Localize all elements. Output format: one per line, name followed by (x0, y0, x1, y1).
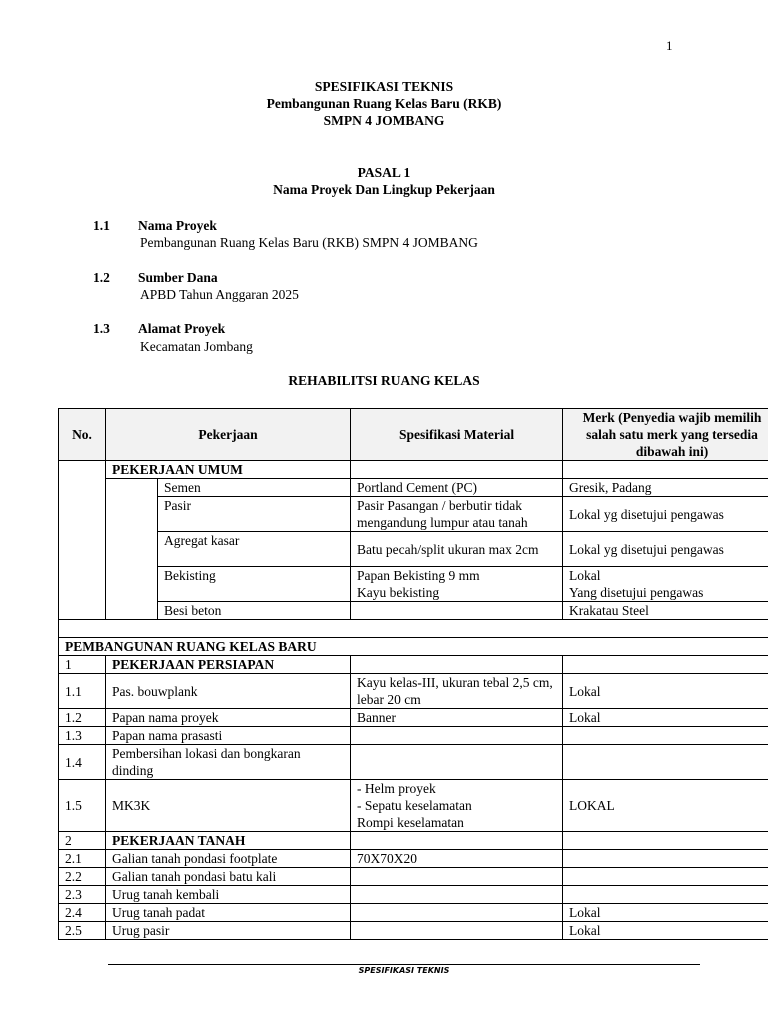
section-value: APBD Tahun Anggaran 2025 (140, 287, 299, 302)
cell-pekerjaan: Pasir (158, 497, 351, 532)
cell-merk: Krakatau Steel (563, 602, 768, 620)
table-row (59, 745, 768, 780)
table-row (59, 868, 768, 886)
table-row (59, 638, 768, 656)
cell-pekerjaan: Papan nama prasasti (106, 727, 351, 745)
cell-merk (563, 727, 768, 745)
table-row (59, 832, 768, 850)
cell-merk: Gresik, Padang (563, 479, 768, 497)
cell-pekerjaan: Besi beton (158, 602, 351, 620)
table-header-row (59, 409, 768, 461)
cell-pekerjaan: Urug pasir (106, 922, 351, 940)
section-value: Pembangunan Ruang Kelas Baru (RKB) SMPN 4 JOMBANG (140, 235, 478, 250)
table-row (59, 850, 768, 868)
cell-spec (351, 832, 563, 850)
doc-title: SPESIFIKASI TEKNIS (314, 79, 454, 94)
cell-pekerjaan: Agregat kasar (158, 532, 351, 567)
cell-no: 2.1 (59, 850, 106, 868)
footer-divider (108, 964, 700, 965)
header-no: No. (59, 409, 106, 461)
cell-spec (351, 886, 563, 904)
cell-pekerjaan: Pembersihan lokasi dan bongkaran dinding (106, 745, 351, 780)
table-row (59, 904, 768, 922)
cell-no: 2.3 (59, 886, 106, 904)
cell-spec (351, 922, 563, 940)
cell-no: 1.1 (59, 674, 106, 709)
cell-no: 2 (59, 832, 106, 850)
cell-spec: Portland Cement (PC) (351, 479, 563, 497)
cell-merk: Lokal yg disetujui pengawas (563, 532, 768, 567)
cell-merk: Lokal (563, 904, 768, 922)
table-row (59, 497, 768, 532)
cell-merk: Lokal yg disetujui pengawas (563, 497, 768, 532)
table-row (59, 567, 768, 602)
table-row (59, 709, 768, 727)
table-row (59, 479, 768, 497)
cell-spec (351, 868, 563, 886)
table-row (59, 727, 768, 745)
cell-spec: Batu pecah/split ukuran max 2cm (351, 532, 563, 567)
cell-merk (563, 656, 768, 674)
cell-pekerjaan: Semen (158, 479, 351, 497)
cell-spec: Kayu kelas-III, ukuran tebal 2,5 cm, lebar 20 cm (351, 674, 563, 709)
cell-no: 1 (59, 656, 106, 674)
cell-no: 1.5 (59, 780, 106, 832)
table-row (59, 922, 768, 940)
cell-merk: Lokal (563, 709, 768, 727)
section-number: 1.3 (93, 321, 110, 336)
pasal-title: PASAL 1 (357, 165, 411, 180)
section-label: Alamat Proyek (138, 321, 226, 336)
table-row (59, 461, 768, 479)
cell-spec (351, 727, 563, 745)
cell-pekerjaan: PEKERJAAN PERSIAPAN (106, 656, 351, 674)
cell-merk: LOKAL (563, 780, 768, 832)
cell-pekerjaan: Bekisting (158, 567, 351, 602)
cell-spec (351, 461, 563, 479)
cell-pekerjaan: Pas. bouwplank (106, 674, 351, 709)
table-row (59, 532, 768, 567)
section-number: 1.1 (93, 218, 110, 233)
section-label: Sumber Dana (138, 270, 218, 285)
section-number: 1.2 (93, 270, 110, 285)
cell-no (59, 461, 106, 620)
cell-spec (351, 745, 563, 780)
table-row (59, 656, 768, 674)
page-footer: SPESIFIKASI TEKNIS (358, 966, 450, 975)
cell-no: 1.3 (59, 727, 106, 745)
cell-pekerjaan: MK3K (106, 780, 351, 832)
table-title: REHABILITSI RUANG KELAS (288, 373, 480, 388)
cell-no: 2.4 (59, 904, 106, 922)
doc-subtitle: Pembangunan Ruang Kelas Baru (RKB) (266, 96, 502, 111)
cell-no: 1.4 (59, 745, 106, 780)
section-label: Nama Proyek (138, 218, 217, 233)
cell-merk: Lokal (563, 922, 768, 940)
doc-school: SMPN 4 JOMBANG (323, 113, 445, 128)
table-row (59, 674, 768, 709)
cell-spec (351, 602, 563, 620)
cell-pekerjaan: PEKERJAAN TANAH (106, 832, 351, 850)
cell-spec (351, 904, 563, 922)
section-value: Kecamatan Jombang (140, 339, 253, 354)
cell-merk (563, 850, 768, 868)
header-merk: Merk (Penyedia wajib memilih salah satu merk yang tersedia dibawah ini) (563, 409, 768, 461)
cell-merk (563, 832, 768, 850)
cell-pekerjaan: Urug tanah padat (106, 904, 351, 922)
cell-spec: 70X70X20 (351, 850, 563, 868)
cell-spec: - Helm proyek - Sepatu keselamatan Rompi keselamatan (351, 780, 563, 832)
cell-no: 2.2 (59, 868, 106, 886)
cell-pekerjaan: Galian tanah pondasi footplate (106, 850, 351, 868)
pasal-subtitle: Nama Proyek Dan Lingkup Pekerjaan (273, 182, 495, 197)
table-spacer-row (59, 620, 768, 638)
cell-merk (563, 745, 768, 780)
cell-merk (563, 461, 768, 479)
cell-section-title: PEMBANGUNAN RUANG KELAS BARU (59, 638, 768, 656)
cell-spec: Pasir Pasangan / berbutir tidak mengandung lumpur atau tanah (351, 497, 563, 532)
cell-no: 1.2 (59, 709, 106, 727)
header-spesifikasi: Spesifikasi Material (351, 409, 563, 461)
cell-merk: Lokal Yang disetujui pengawas (563, 567, 768, 602)
cell-merk (563, 868, 768, 886)
cell-merk: Lokal (563, 674, 768, 709)
cell-indent (106, 479, 158, 620)
page-number: 1 (666, 38, 673, 53)
cell-pekerjaan: Urug tanah kembali (106, 886, 351, 904)
cell-spec: Banner (351, 709, 563, 727)
cell-spec (351, 656, 563, 674)
table-row (59, 780, 768, 832)
table-row (59, 602, 768, 620)
spec-table (58, 408, 768, 940)
cell-pekerjaan: PEKERJAAN UMUM (106, 461, 351, 479)
cell-spec: Papan Bekisting 9 mm Kayu bekisting (351, 567, 563, 602)
header-pekerjaan: Pekerjaan (106, 409, 351, 461)
cell-no: 2.5 (59, 922, 106, 940)
cell-blank (59, 620, 768, 638)
cell-merk (563, 886, 768, 904)
cell-pekerjaan: Galian tanah pondasi batu kali (106, 868, 351, 886)
cell-pekerjaan: Papan nama proyek (106, 709, 351, 727)
table-row (59, 886, 768, 904)
